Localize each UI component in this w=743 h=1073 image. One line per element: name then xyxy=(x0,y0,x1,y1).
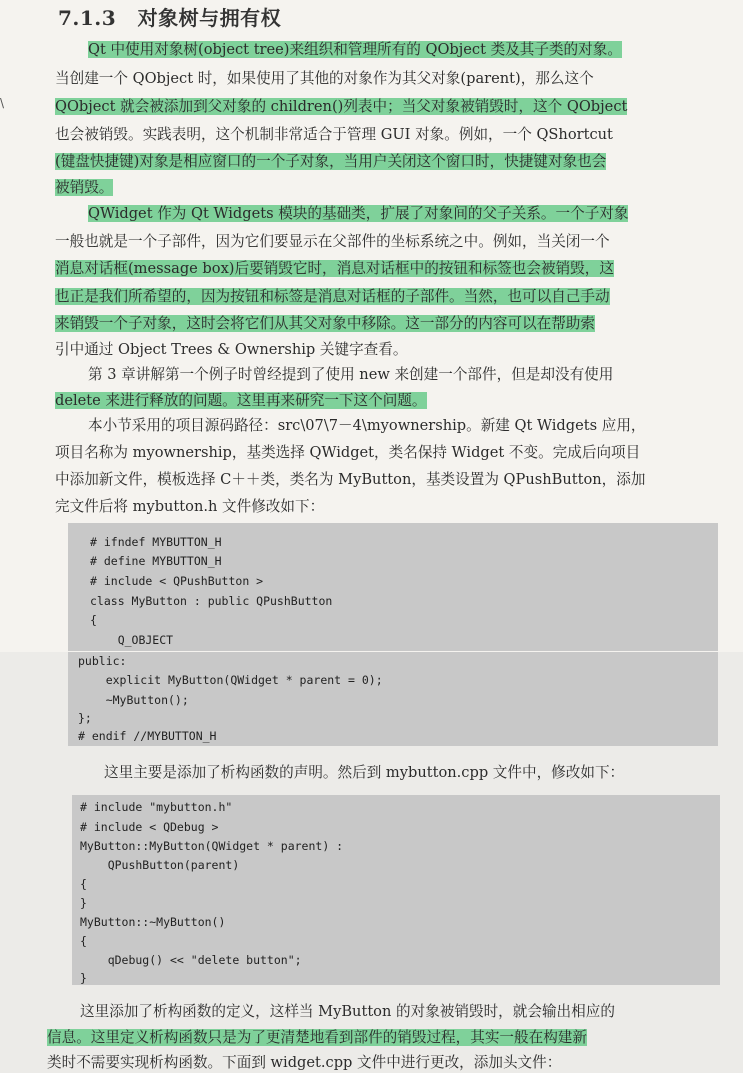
code-line: } xyxy=(80,896,87,910)
text-line: 一般也就是一个子部件，因为它们要显示在父部件的坐标系统之中。例如，当关闭一个 xyxy=(55,233,610,250)
code-line: ~MyButton(); xyxy=(78,693,189,707)
code-line: # define MYBUTTON_H xyxy=(90,554,222,568)
code-line: # include < QPushButton > xyxy=(90,574,264,588)
text-line: 中添加新文件，模板选择 C＋＋类，类名为 MyButton，基类设置为 QPushButton，添加 xyxy=(55,471,646,488)
code-line: class MyButton : public QPushButton xyxy=(90,594,333,608)
text-line: 这里主要是添加了析构函数的声明。然后到 mybutton.cpp 文件中，修改如下： xyxy=(104,764,625,781)
text-line: Qt 中使用对象树(object tree)来组织和管理所有的 QObject 类及其子类的对象。 xyxy=(88,41,622,58)
text-line: 来销毁一个子对象，这时会将它们从其父对象中移除。这一部分的内容可以在帮助索 xyxy=(55,315,595,332)
section-title: 对象树与拥有权 xyxy=(137,6,282,30)
text-line: 类时不需要实现析构函数。下面到 widget.cpp 文件中进行更改，添加头文件： xyxy=(47,1054,562,1071)
text-line: 项目名称为 myownership，基类选择 QWidget，类名保持 Widget 不变。完成后向项目 xyxy=(55,444,641,461)
code-line: MyButton::~MyButton() xyxy=(80,915,226,929)
text-line: 引中通过 Object Trees & Ownership 关键字查看。 xyxy=(55,341,408,358)
code-line: QPushButton(parent) xyxy=(80,858,240,872)
text-line: 这里添加了析构函数的定义，这样当 MyButton 的对象被销毁时，就会输出相应的 xyxy=(80,1003,615,1020)
code-line: explicit MyButton(QWidget * parent = 0); xyxy=(78,673,383,687)
section-number: 7.1.3 xyxy=(58,6,117,30)
text-line: 本小节采用的项目源码路径：src\07\7－4\myownership。新建 Qt Widgets 应用， xyxy=(88,417,646,434)
text-line: 消息对话框(message box)后要销毁它时，消息对话框中的按钮和标签也会被销毁，这 xyxy=(55,260,614,277)
code-line: { xyxy=(80,877,87,891)
text-line: 第 3 章讲解第一个例子时曾经提到了使用 new 来创建一个部件，但是却没有使用 xyxy=(88,366,614,383)
code-line: # include "mybutton.h" xyxy=(80,800,233,814)
text-line: 也正是我们所希望的，因为按钮和标签是消息对话框的子部件。当然，也可以自己手动 xyxy=(55,288,610,305)
text-line: 信息。这里定义析构函数只是为了更清楚地看到部件的销毁过程，其实一般在构建新 xyxy=(47,1029,587,1046)
code-line: # ifndef MYBUTTON_H xyxy=(90,535,222,549)
code-line: # endif //MYBUTTON_H xyxy=(78,729,217,743)
text-line: 当创建一个 QObject 时，如果使用了其他的对象作为其父对象(parent)，那么这个 xyxy=(55,70,594,87)
text-line: 也会被销毁。实践表明，这个机制非常适合于管理 GUI 对象。例如，一个 QShortcut xyxy=(55,126,613,143)
code-line: }; xyxy=(78,711,92,725)
text-line: 被销毁。 xyxy=(55,179,114,196)
text-line: delete 来进行释放的问题。这里再来研究一下这个问题。 xyxy=(55,392,427,409)
code-line: Q_OBJECT xyxy=(90,633,174,647)
page-edge-mark: \ xyxy=(0,96,5,110)
code-line: { xyxy=(80,934,87,948)
text-line: (键盘快捷键)对象是相应窗口的一个子对象，当用户关闭这个窗口时，快捷键对象也会 xyxy=(55,153,607,170)
code-line: public: xyxy=(78,654,127,668)
section-heading xyxy=(58,2,281,31)
code-line: # include < QDebug > xyxy=(80,820,219,834)
code-line: qDebug() << "delete button"; xyxy=(80,953,302,967)
code-line: MyButton::MyButton(QWidget * parent) : xyxy=(80,839,344,853)
text-line: QObject 就会被添加到父对象的 children()列表中；当父对象被销毁时，这个 QObject xyxy=(55,98,628,115)
code-line: { xyxy=(90,613,97,627)
text-line: QWidget 作为 Qt Widgets 模块的基础类，扩展了对象间的父子关系。一个子对象 xyxy=(88,205,629,222)
text-line: 完文件后将 mybutton.h 文件修改如下： xyxy=(55,498,325,515)
code-line: } xyxy=(80,971,87,985)
